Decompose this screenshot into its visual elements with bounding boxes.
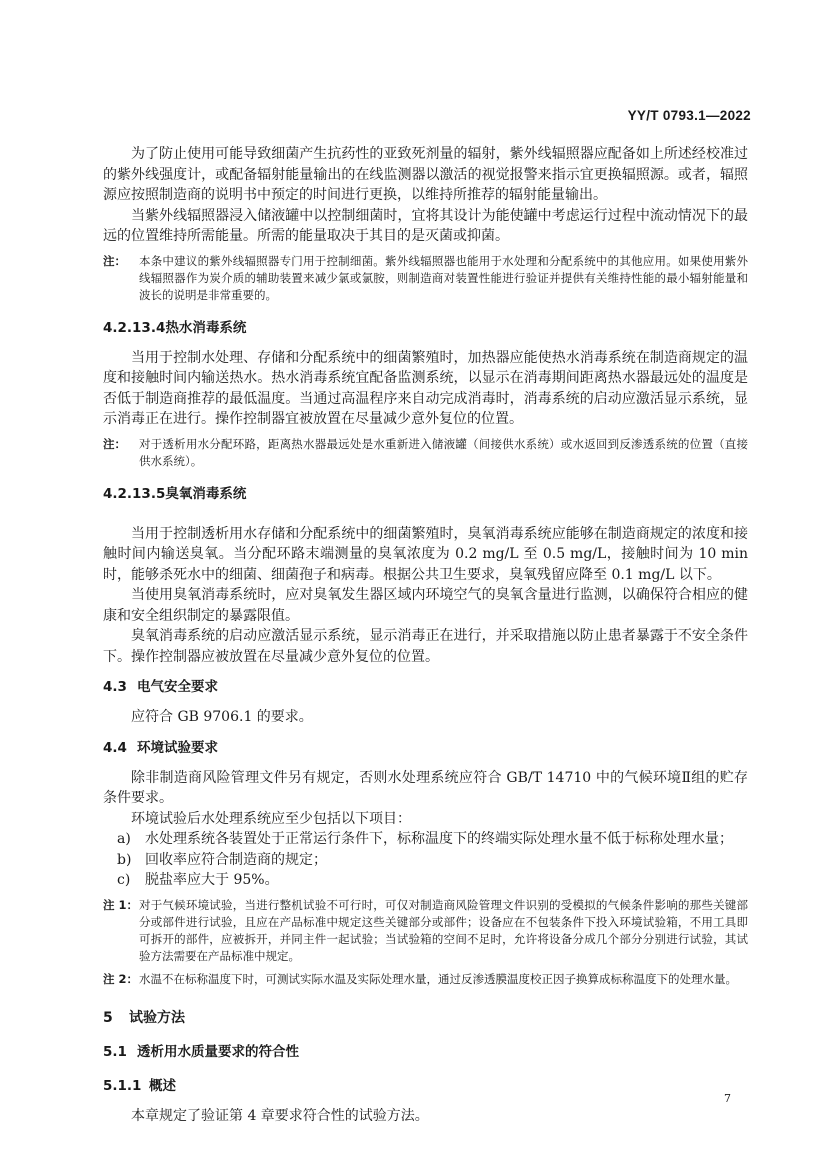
section-number: 4.2.13.4	[103, 319, 166, 336]
list-text: 回收率应符合制造商的规定；	[145, 851, 327, 868]
section-title: 概述	[149, 1077, 176, 1094]
note	[103, 436, 748, 470]
section-heading	[103, 738, 748, 758]
section-number: 5	[103, 1009, 113, 1026]
note	[103, 253, 748, 304]
section-title: 透析用水质量要求的符合性	[137, 1043, 299, 1060]
section-title: 环境试验要求	[137, 739, 218, 756]
section-title: 热水消毒系统	[165, 319, 247, 336]
paragraph: 应符合 GB 9706.1 的要求。	[131, 709, 313, 725]
list-item	[103, 870, 748, 891]
list-marker: a)	[117, 831, 131, 847]
list-text: 脱盐率应大于 95%。	[145, 872, 279, 888]
note-label: 注：	[103, 436, 126, 451]
list-marker: c)	[117, 872, 131, 888]
section-heading	[103, 1042, 748, 1062]
paragraph: 当用于控制透析用水存储和分配系统中的细菌繁殖时，臭氧消毒系统应能够在制造商规定的浓度和接触时间内输送臭氧。当分配环路末端测量的臭氧浓度为 0.2 mg/L 至 0.5 mg/L，接触时间为 10 min时，能够杀死水中的细菌、细菌孢子和病毒。根据公共卫生要求，臭氧残留应降至 0.1 mg/L 以下。	[103, 525, 748, 583]
section-number: 4.2.13.5	[103, 485, 166, 502]
section-number: 5.1	[103, 1043, 127, 1060]
paragraph: 除非制造商风险管理文件另有规定，否则水处理系统应符合 GB/T 14710 中的气候环境Ⅱ组的贮存条件要求。	[103, 769, 748, 806]
section-title: 臭氧消毒系统	[165, 485, 247, 502]
note	[103, 897, 748, 965]
page-number: 7	[724, 1092, 731, 1105]
section-heading	[103, 318, 748, 338]
paragraph: 臭氧消毒系统的启动应激活显示系统，显示消毒正在进行，并采取措施以防止患者暴露于不安全条件下。操作控制器应被放置在尽量减少意外复位的位置。	[103, 628, 748, 665]
standard-number: YY/T 0793.1—2022	[627, 108, 751, 123]
section-title: 试验方法	[129, 1009, 185, 1026]
paragraph: 为了防止使用可能导致细菌产生抗药性的亚致死剂量的辐射，紫外线辐照器应配备如上所述经校准过的紫外线强度计，或配备辐射能量输出的在线监测器以激活的视觉报警来指示宜更换辐照源。或者，辐照源应按照制造商的说明书中预定的时间进行更换，以维持所推荐的辐射能量输出。	[103, 146, 748, 203]
paragraph: 当使用臭氧消毒系统时，应对臭氧发生器区域内环境空气的臭氧含量进行监测，以确保符合相应的健康和安全组织制定的暴露限值。	[103, 587, 748, 624]
note	[103, 971, 748, 988]
paragraph: 当用于控制水处理、存储和分配系统中的细菌繁殖时，加热器应能使热水消毒系统在制造商规定的温度和接触时间内输送热水。热水消毒系统宜配备监测系统，以显示在消毒期间距离热水器最远处的温度是否低于制造商推荐的最低温度。当通过高温程序来自动完成消毒时，消毒系统的启动应激活显示系统，显示消毒正在进行。操作控制器宜被放置在尽量减少意外复位的位置。	[103, 349, 748, 427]
section-heading	[103, 1076, 748, 1096]
paragraph: 本章规定了验证第 4 章要求符合性的试验方法。	[131, 1107, 429, 1124]
list-text: 水处理系统各装置处于正常运行条件下，标称温度下的终端实际处理水量不低于标称处理水量；	[145, 831, 733, 847]
chapter-heading	[103, 1008, 748, 1028]
section-number: 4.4	[103, 739, 127, 756]
note-label: 注 1：	[103, 897, 139, 912]
section-number: 4.3	[103, 679, 127, 695]
note-text: 对于透析用水分配环路，距离热水器最远处是水重新进入储液罐（间接供水系统）或水返回到反渗透系统的位置（直接供水系统）。	[139, 436, 748, 468]
section-heading	[103, 677, 748, 697]
note-label: 注：	[103, 253, 126, 268]
list-item	[103, 850, 748, 871]
list-marker: b)	[117, 851, 132, 868]
note-label: 注 2：	[103, 971, 139, 986]
note-text: 水温不在标称温度下时，可测试实际水温及实际处理水量，通过反渗透膜温度校正因子换算成标称温度下的处理水量。	[139, 971, 737, 986]
note-text: 对于气候环境试验，当进行整机试验不可行时，可仅对制造商风险管理文件识别的受模拟的气候条件影响的那些关键部分或部件进行试验，且应在产品标准中规定这些关键部分或部件；设备应在不包装条件下投入环境试验箱，不用工具即可拆开的部件，应被拆开，并同主件一起试验；当试验箱的空间不足时，允许将设备分成几个部分分别进行试验，其试验方法需要在产品标准中规定。	[139, 897, 748, 963]
section-number: 5.1.1	[103, 1077, 142, 1094]
section-title: 电气安全要求	[137, 679, 218, 695]
note-text: 本条中建议的紫外线辐照器专门用于控制细菌。紫外线辐照器也能用于水处理和分配系统中的其他应用。如果使用紫外线辐照器作为炭介质的辅助装置来减少氯或氯胺，则制造商对装置性能进行验证并提供有关维持性能的最小辐射能量和波长的说明是非常重要的。	[139, 253, 748, 302]
paragraph: 当紫外线辐照器浸入储液罐中以控制细菌时，宜将其设计为能使罐中考虑运行过程中流动情况下的最远的位置维持所需能量。所需的能量取决于其目的是灭菌或抑菌。	[103, 207, 748, 244]
paragraph: 环境试验后水处理系统应至少包括以下项目：	[131, 810, 411, 827]
section-heading	[103, 484, 748, 504]
page-content	[103, 144, 748, 1126]
list-item	[103, 829, 748, 850]
